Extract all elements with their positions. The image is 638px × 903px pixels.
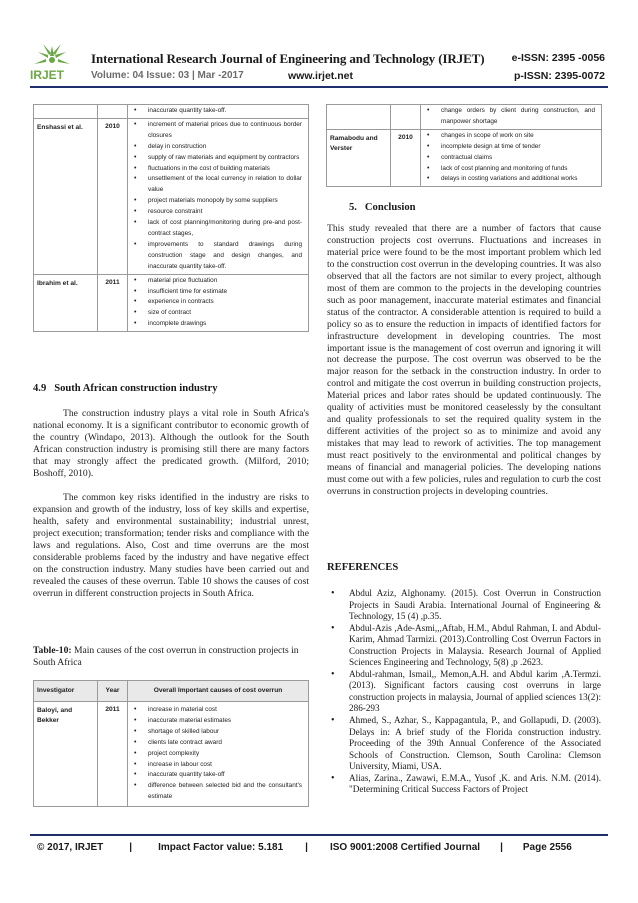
investigator-cell: Ibrahim et al.: [34, 274, 98, 332]
section-heading-conclusion: 5. Conclusion: [349, 202, 416, 213]
footer-impact-factor: Impact Factor value: 5.181: [158, 842, 284, 853]
cause-item: • lack of cost planning and monitoring of funds: [424, 164, 595, 175]
year-cell: 2010: [98, 118, 128, 274]
cause-item: • inaccurate quantity take-off: [131, 770, 302, 781]
paragraph: The construction industry plays a vital role in South Africa's national economy. It is a significant contributor to economic growth of the country (Windapo, 2013). Although the outlook for the South African construction industry is promising still there are many factors that may strongly affect the predicated growth. (Milford, 2010; Boshoff, 2010).: [33, 408, 309, 479]
cause-item: • delays in costing variations and additional works: [424, 174, 595, 185]
column-header: Overall Important causes of cost overrun: [128, 681, 309, 702]
table-row: [34, 274, 309, 332]
footer-iso: ISO 9001:2008 Certified Journal: [329, 842, 481, 853]
reference-item: • Abdul Aziz, Alghonamy. (2015). Cost Overrun in Construction Projects in Saudi Arabia. International Journal of Engineering & Technology, 15 (4) ,p.35.: [327, 588, 601, 623]
reference-item: • Alias, Zarina., Zawawi, E.M.A., Yusof ,K. and Aris. N.M. (2014). "Determining Critical Success Factors of Project: [327, 773, 601, 796]
cause-item: • size of contract: [131, 308, 302, 319]
investigator-cell: Enshassi et al.: [34, 118, 98, 274]
references-heading: REFERENCES: [327, 562, 399, 573]
table-10: [33, 680, 309, 807]
cause-item: • inaccurate quantity take-off.: [131, 106, 302, 117]
cause-item: • inaccurate material estimates: [131, 716, 302, 727]
table-row: [34, 702, 309, 807]
issn-print: p-ISSN: 2395-0072: [513, 70, 605, 82]
footer-rule: [30, 834, 608, 836]
cause-item: • increment of material prices due to continuous border closures: [131, 120, 302, 142]
cause-item: • change orders by client during construction, and manpower shortage: [424, 106, 595, 128]
cause-item: • improvements to standard drawings during construction stage and design changes, and inaccurate quantity take-off.: [131, 240, 302, 273]
causes-table-continued-right: [326, 104, 602, 187]
cause-item: • incomplete design at time of tender: [424, 142, 595, 153]
cause-item: • resource constraint: [131, 207, 302, 218]
page-footer: [37, 842, 607, 853]
cause-item: • increase in material cost: [131, 705, 302, 716]
issn-electronic: e-ISSN: 2395 -0056: [511, 52, 605, 64]
cause-item: • changes in scope of work on site: [424, 131, 595, 142]
investigator-cell: Baloyi, and Bekker: [34, 702, 98, 807]
footer-separator: |: [500, 842, 503, 853]
svg-text:IRJET: IRJET: [30, 68, 65, 82]
irjet-logo: [30, 42, 78, 82]
page-header: [0, 0, 638, 92]
table-row: [327, 105, 602, 130]
cause-item: • project complexity: [131, 749, 302, 760]
investigator-cell: Ramabodu and Verster: [327, 129, 391, 187]
cause-item: • fluctuations in the cost of building materials: [131, 164, 302, 175]
cause-item: • delay in construction: [131, 142, 302, 153]
cause-item: • experience in contracts: [131, 297, 302, 308]
cause-item: • incomplete drawings: [131, 319, 302, 330]
cause-item: • contractual claims: [424, 153, 595, 164]
cause-item: • supply of raw materials and equipment by contractors: [131, 153, 302, 164]
cause-item: • project materials monopoly by some suppliers: [131, 196, 302, 207]
volume-issue: Volume: 04 Issue: 03 | Mar -2017: [91, 70, 244, 81]
table-header-row: [34, 681, 309, 702]
cause-item: • insufficient time for estimate: [131, 287, 302, 298]
header-rule: [30, 86, 608, 88]
year-cell: 2011: [98, 274, 128, 332]
footer-separator: |: [129, 842, 133, 853]
footer-copyright: © 2017, IRJET: [37, 842, 104, 853]
table-caption: Table-10: Main causes of the cost overrun in construction projects in South Africa: [33, 645, 299, 668]
footer-separator: |: [305, 842, 308, 853]
conclusion-text: This study revealed that there are a number of factors that cause construction projects cost overruns. Fluctuations and increases in material price were found to be the most important problem which led to the construction cost overrun in the developing countries. It was also observed that all the factors are not similar to every project, although most of them are common to the projects in the developing countries such as poor management, inaccurate material estimates and financial status of the contractor. A considerable attention is required to build a policy so as to ensure the reduction in impacts of identified factors for infrastructure development in developing countries. The most important issue is the management of cost overrun and ignoring it will not decrease the purpose. The cost overrun was observed to be the major reason for the setback in the construction industry. In order to control and mitigate the cost overrun in building construction projects, Material prices and labor rates should be updated continuously. The quality of activities must be monitored ceaselessly by the consultant and quality professionals to set the required quality system in the different activities of the project so as to minimize and avoid any mistakes that may lead to rework of activities. The top management must react positively to the environmental and political changes by means of financial and managerial policies. The developing nations must come out with a few policies, rules and regulation to curb the cost overruns in construction projects in developing countries.: [327, 223, 601, 497]
journal-title: International Research Journal of Engineering and Technology (IRJET): [91, 51, 485, 66]
cause-item: • unsettlement of the local currency in relation to dollar value: [131, 174, 302, 196]
table-row: [34, 105, 309, 119]
reference-item: • Ahmed, S., Azhar, S., Kappagantula, P., and Gollapudi, D. (2003). Delays in: A brief study of the Florida construction industry. Proceeding of the 39th Annual Conference of the Associated Schools of Construction. Clemson, South Carolina: Clemson University, Miami, USA.: [327, 715, 601, 773]
section-heading-4-9: 4.9 South African construction industry: [33, 383, 218, 394]
table-row: [34, 118, 309, 274]
causes-table-continued-left: [33, 104, 309, 332]
column-header: Year: [98, 681, 128, 702]
year-cell: 2010: [391, 129, 421, 187]
table-row: [327, 129, 602, 187]
cause-item: • material price fluctuation: [131, 276, 302, 287]
reference-item: • Abdul-rahman, Ismail,, Memon,A.H. and Abdul karim ,A.Termzi.(2013). Significant factors causing cost overruns in large construction projects in malaysia, Journal of applied sciences 13(2): 286-293: [327, 669, 601, 715]
column-header: Investigator: [34, 681, 98, 702]
paragraph: The common key risks identified in the industry are risks to expansion and growth of the industry, loss of key skills and expertise, health, safety and environmental sustainability; industrial unrest, project execution; transformation; tender risks and compliance with the laws and regulations. Also, Cost and time overruns are the most considerable problems faced by the industry and have negative effect on the construction industry. Many studies have been carried out and revealed the causes of these overrun. Table 10 shows the causes of cost overrun in different construction projects in South Africa.: [33, 492, 309, 599]
journal-url[interactable]: www.irjet.net: [288, 70, 353, 82]
cause-item: • shortage of skilled labour: [131, 727, 302, 738]
cause-item: • lack of cost planning/monitoring during pre-and post-contract stages,: [131, 218, 302, 240]
references-list: [327, 588, 601, 796]
cause-item: • clients late contract award: [131, 738, 302, 749]
reference-item: • Abdul-Azis ,Ade-Asmi,,,Aftab, H.M., Abdul Rahman, I. and Abdul-Karim, Ahmad Tarmizi. (2013).Controlling Cost Overrun Factors in Construction Projects in Malaysia. Research Journal of Applied Sciences Engineering and Technology, 5(8) ,p .2623.: [327, 623, 601, 669]
cause-item: • difference between selected bid and the consultant's estimate: [131, 781, 302, 803]
footer-page-number: Page 2556: [522, 842, 572, 853]
cause-item: • increase in labour cost: [131, 760, 302, 771]
year-cell: 2011: [98, 702, 128, 807]
